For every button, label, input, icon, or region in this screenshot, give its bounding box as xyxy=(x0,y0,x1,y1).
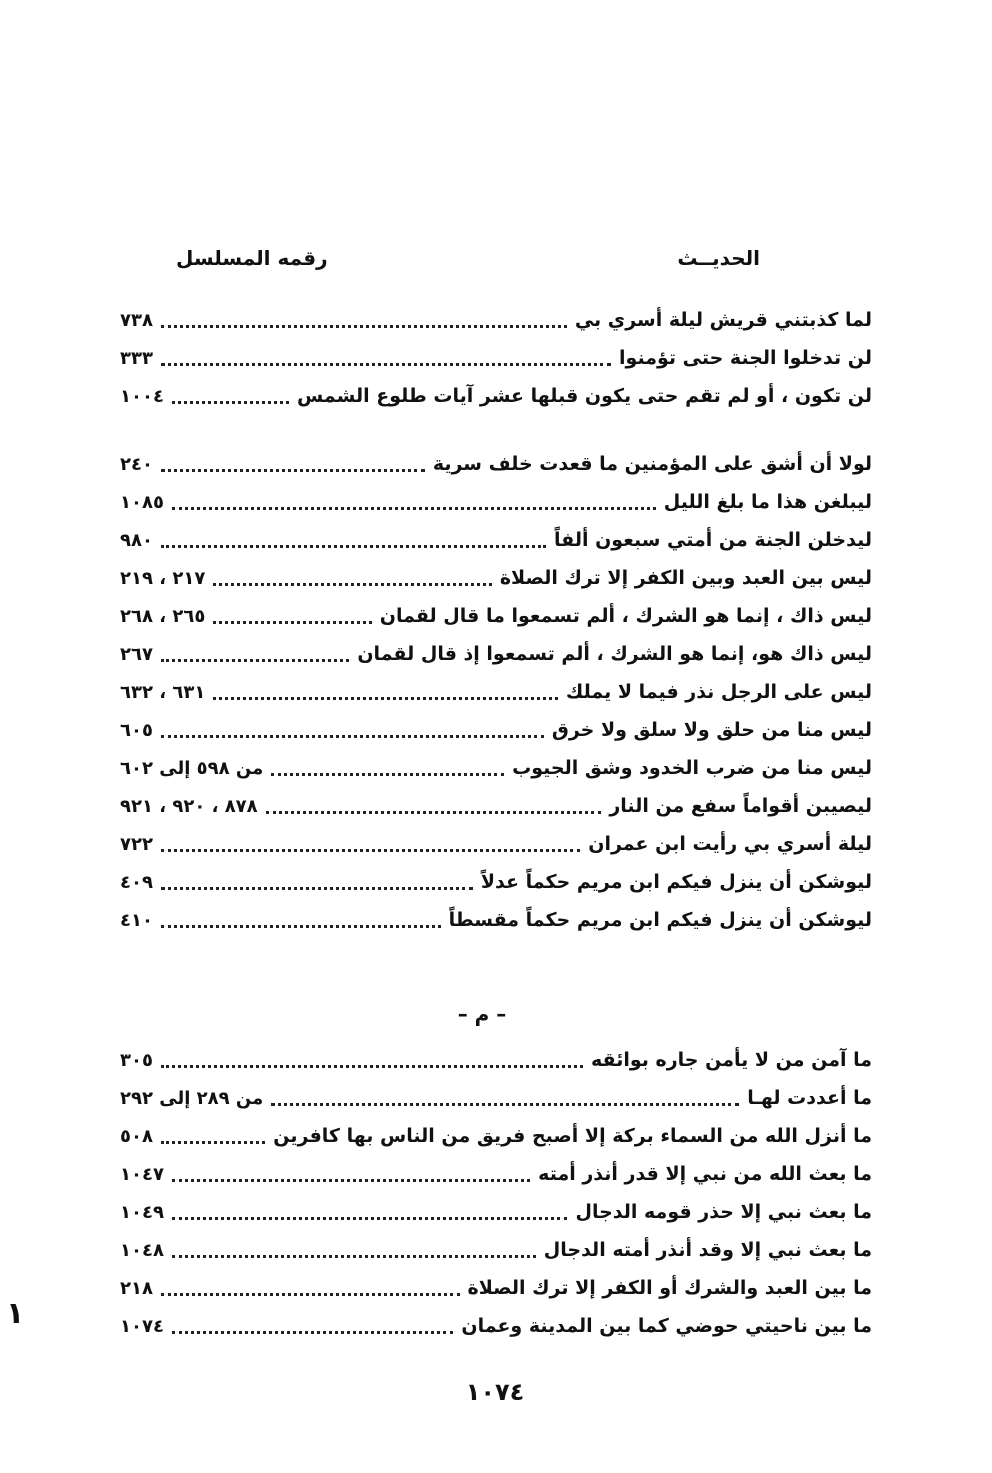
hadith-text: ليوشكن أن ينزل فيكم ابن مريم حكماً عدلاً xyxy=(480,871,872,893)
index-entry xyxy=(120,712,872,748)
serial-number: ٢٦٥ ، ٢٦٨ xyxy=(120,605,206,627)
index-entry xyxy=(120,1232,872,1268)
hadith-text: ليس منا من ضرب الخدود وشق الجيوب xyxy=(512,757,872,779)
hadith-text: ما بعث نبي إلا حذر قومه الدجال xyxy=(575,1201,872,1223)
serial-number: ٣٣٣ xyxy=(120,347,153,369)
hadith-text: ما بين العبد والشرك أو الكفر إلا ترك الصلاة xyxy=(467,1277,872,1299)
hadith-text: ليس منا من حلق ولا سلق ولا خرق xyxy=(551,719,872,741)
hadith-text: ما بين ناحيتي حوضي كما بين المدينة وعمان xyxy=(461,1315,872,1337)
serial-number: ٣٠٥ xyxy=(120,1049,153,1071)
index-entry xyxy=(120,636,872,672)
serial-number: من ٢٨٩ إلى ٢٩٢ xyxy=(120,1087,264,1109)
hadith-text: لولا أن أشق على المؤمنين ما قعدت خلف سرية xyxy=(432,453,872,475)
hadith-text: لن تدخلوا الجنة حتى تؤمنوا xyxy=(619,347,872,369)
hadith-text: ليس ذاك ، إنما هو الشرك ، ألم تسمعوا ما قال لقمان xyxy=(379,605,872,627)
serial-number: ١٠٤٧ xyxy=(120,1163,164,1185)
serial-number: ٧٢٢ xyxy=(120,833,153,855)
leader-dots xyxy=(161,1281,460,1296)
serial-number: ٥٠٨ xyxy=(120,1125,153,1147)
leader-dots xyxy=(161,875,473,890)
hadith-text: ما أعددت لهـا xyxy=(747,1087,872,1109)
index-entry xyxy=(120,598,872,634)
serial-number: ٢١٨ xyxy=(120,1277,153,1299)
index-entry xyxy=(120,1270,872,1306)
serial-number: ٢٤٠ xyxy=(120,453,153,475)
page-number: ١٠٧٤ xyxy=(465,1378,525,1406)
leader-dots xyxy=(172,389,289,404)
section-heading-meem: – م – xyxy=(457,1002,507,1026)
index-entry xyxy=(120,1156,872,1192)
serial-number: ٨٧٨ ، ٩٢٠ ، ٩٢١ xyxy=(120,795,258,817)
hadith-text: ليس بين العبد وبين الكفر إلا ترك الصلاة xyxy=(499,567,872,589)
index-entry xyxy=(120,340,872,376)
hadith-text: لما كذبتني قريش ليلة أسري بي xyxy=(574,309,872,331)
serial-number: ٩٨٠ xyxy=(120,529,153,551)
serial-number: ٦٠٥ xyxy=(120,719,153,741)
leader-dots xyxy=(161,647,349,662)
index-entry xyxy=(120,1308,872,1344)
hadith-text: ليدخلن الجنة من أمتي سبعون ألفاً xyxy=(554,529,872,551)
index-entry xyxy=(120,522,872,558)
leader-dots xyxy=(213,685,558,700)
index-entry xyxy=(120,788,872,824)
leader-dots xyxy=(271,761,504,776)
serial-number: ٦٣١ ، ٦٣٢ xyxy=(120,681,206,703)
serial-number: ٢٦٧ xyxy=(120,643,153,665)
leader-dots xyxy=(161,351,611,366)
hadith-text: ليس على الرجل نذر فيما لا يملك xyxy=(565,681,872,703)
index-entry xyxy=(120,826,872,862)
leader-dots xyxy=(271,1091,739,1106)
leader-dots xyxy=(161,913,441,928)
margin-mark: ١ xyxy=(6,1296,25,1331)
index-entry xyxy=(120,484,872,520)
index-entry xyxy=(120,1194,872,1230)
serial-number: ٢١٧ ، ٢١٩ xyxy=(120,567,206,589)
leader-dots xyxy=(161,533,546,548)
index-entry xyxy=(120,864,872,900)
serial-number: ١٠٨٥ xyxy=(120,491,164,513)
serial-number: ٤١٠ xyxy=(120,909,153,931)
serial-number: ١٠٧٤ xyxy=(120,1315,164,1337)
leader-dots xyxy=(161,723,544,738)
leader-dots xyxy=(213,609,371,624)
leader-dots xyxy=(172,1319,453,1334)
index-entry xyxy=(120,1080,872,1116)
index-entry xyxy=(120,750,872,786)
leader-dots xyxy=(172,1205,568,1220)
serial-number: ١٠٠٤ xyxy=(120,385,164,407)
serial-number: ٧٣٨ xyxy=(120,309,153,331)
column-header-hadith: الحديــث xyxy=(677,246,760,270)
leader-dots xyxy=(172,1243,536,1258)
index-entry xyxy=(120,902,872,938)
leader-dots xyxy=(213,571,492,586)
leader-dots xyxy=(266,799,602,814)
index-entry xyxy=(120,446,872,482)
serial-number: ١٠٤٨ xyxy=(120,1239,164,1261)
hadith-text: ليبلغن هذا ما بلغ الليل xyxy=(663,491,872,513)
leader-dots xyxy=(161,313,567,328)
index-entry xyxy=(120,560,872,596)
hadith-text: ما آمن من لا يأمن جاره بوائقه xyxy=(591,1049,872,1071)
serial-number: ٤٠٩ xyxy=(120,871,153,893)
hadith-text: ما بعث الله من نبي إلا قدر أنذر أمته xyxy=(538,1163,872,1185)
index-entry xyxy=(120,1042,872,1078)
hadith-text: ليس ذاك هو، إنما هو الشرك ، ألم تسمعوا إذ قال لقمان xyxy=(357,643,872,665)
hadith-text: ليوشكن أن ينزل فيكم ابن مريم حكماً مقسطاً xyxy=(448,909,872,931)
hadith-text: ليلة أسري بي رأيت ابن عمران xyxy=(588,833,872,855)
hadith-text: ما بعث نبي إلا وقد أنذر أمته الدجال xyxy=(543,1239,872,1261)
serial-number: من ٥٩٨ إلى ٦٠٢ xyxy=(120,757,264,779)
leader-dots xyxy=(161,837,580,852)
hadith-text: لن تكون ، أو لم تقم حتى يكون قبلها عشر آيات طلوع الشمس xyxy=(297,385,872,407)
leader-dots xyxy=(161,457,425,472)
leader-dots xyxy=(172,495,656,510)
index-entry xyxy=(120,1118,872,1154)
index-entry xyxy=(120,674,872,710)
index-entry xyxy=(120,378,872,414)
hadith-text: ليصيبن أقواماً سفع من النار xyxy=(609,795,872,817)
serial-number: ١٠٤٩ xyxy=(120,1201,164,1223)
leader-dots xyxy=(161,1129,265,1144)
index-entry xyxy=(120,302,872,338)
hadith-text: ما أنزل الله من السماء بركة إلا أصبح فريق من الناس بها كافرين xyxy=(273,1125,872,1147)
leader-dots xyxy=(161,1053,583,1068)
column-header-serial: رقمه المسلسل xyxy=(176,246,328,270)
leader-dots xyxy=(172,1167,530,1182)
